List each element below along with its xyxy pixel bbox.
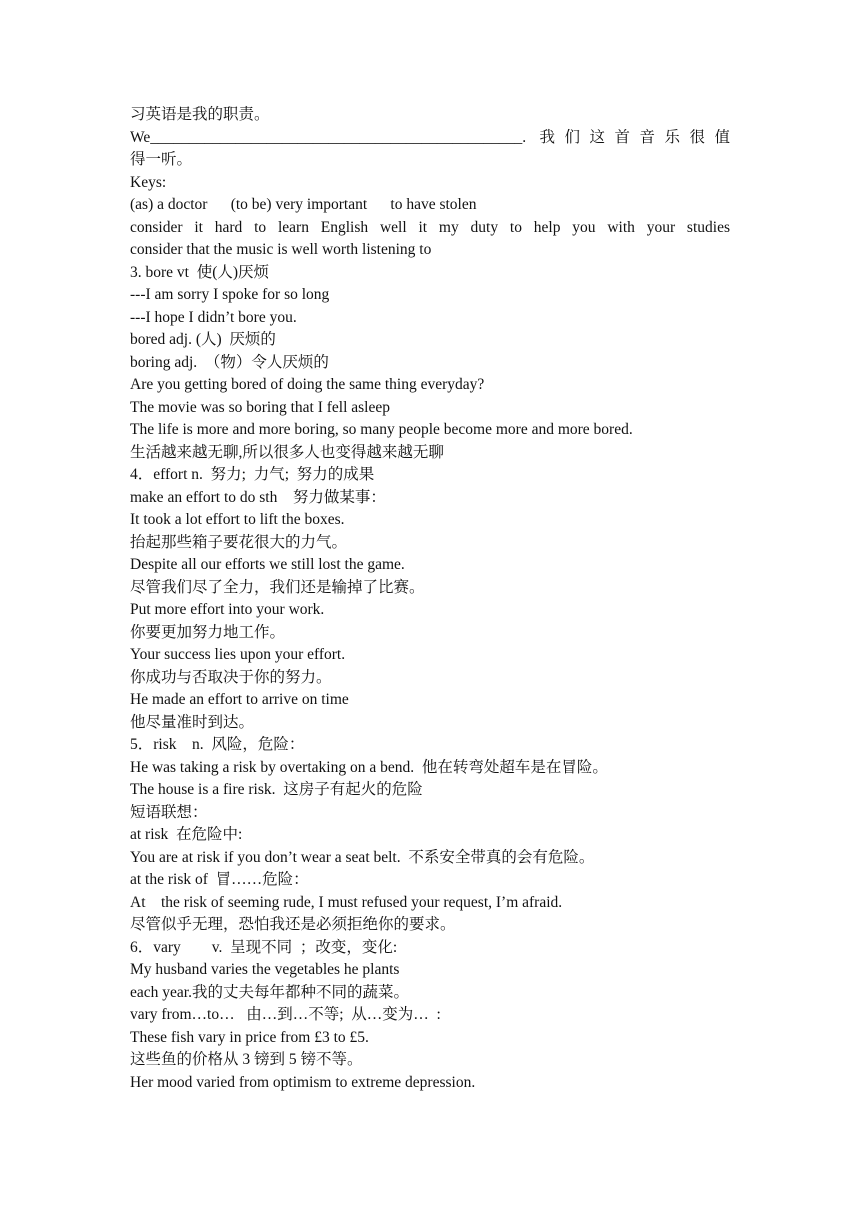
section-heading: 5．risk n. 风险，危险：: [130, 736, 305, 753]
text-line: 得一听。: [130, 151, 193, 168]
text-line: These fish vary in price from £3 to £5.: [130, 1028, 369, 1046]
text-line: 习英语是我的职责。: [130, 106, 270, 123]
text-line: 这些鱼的价格从 3 镑到 5 镑不等。: [130, 1051, 363, 1068]
text-line: at the risk of 冒……危险：: [130, 871, 309, 888]
text-line: boring adj. （物）令人厌烦的: [130, 353, 329, 371]
section-heading: 4．effort n. 努力; 力气; 努力的成果: [130, 466, 375, 483]
text-line: consider that the music is well worth listening to: [130, 241, 432, 258]
text-line: ---I am sorry I spoke for so long: [130, 286, 330, 303]
text-line: The movie was so boring that I fell asleep: [130, 398, 390, 416]
text-line: Put more effort into your work.: [130, 601, 325, 618]
text-line: 你要更加努力地工作。: [130, 623, 286, 641]
text-line: Are you getting bored of doing the same thing everyday?: [130, 376, 485, 393]
text-line: It took a lot effort to lift the boxes.: [130, 511, 345, 528]
text-line: Despite all our efforts we still lost the game.: [130, 556, 405, 573]
text-line: make an effort to do sth 努力做某事：: [130, 488, 386, 506]
section-heading: 3. bore vt 使(人)厌烦: [130, 263, 270, 281]
text-line: consider it hard to learn English well it my duty to help you with your studies: [130, 218, 730, 236]
text-line: at risk 在危险中:: [130, 826, 243, 843]
text-line: 你成功与否取决于你的努力。: [130, 668, 332, 686]
text-line: 抬起那些箱子要花很大的力气。: [130, 533, 348, 551]
text-line: ---I hope I didn’t bore you.: [130, 308, 297, 326]
text-line: bored adj. (人) 厌烦的: [130, 331, 276, 348]
text-line: 生活越来越无聊,所以很多人也变得越来越无聊: [130, 443, 444, 461]
text-line: We________________________________________________. 我们这首音乐很值: [130, 128, 730, 146]
text-line: each year.我的丈夫每年都种不同的蔬菜。: [130, 983, 409, 1001]
text-line: The house is a fire risk. 这房子有起火的危险: [130, 781, 423, 798]
text-line: He was taking a risk by overtaking on a bend. 他在转弯处超车是在冒险。: [130, 758, 608, 776]
keys-heading: Keys:: [130, 173, 167, 191]
text-line: At the risk of seeming rude, I must refused your request, I’m afraid.: [130, 893, 563, 911]
text-line: Her mood varied from optimism to extreme depression.: [130, 1073, 476, 1091]
document-body: [130, 104, 730, 1094]
text-line: (as) a doctor (to be) very important to have stolen: [130, 196, 477, 213]
text-line: He made an effort to arrive on time: [130, 691, 349, 708]
section-heading: 6．vary v. 呈现不同 ；改变，变化:: [130, 938, 398, 956]
text-line: Your success lies upon your effort.: [130, 646, 346, 663]
text-line: 短语联想：: [130, 803, 208, 821]
text-line: 尽管我们尽了全力，我们还是输掉了比赛。: [130, 578, 425, 596]
text-line: 他尽量准时到达。: [130, 713, 255, 731]
text-line: My husband varies the vegetables he plants: [130, 961, 400, 978]
text-line: You are at risk if you don’t wear a seat belt. 不系安全带真的会有危险。: [130, 848, 595, 866]
text-line: The life is more and more boring, so many people become more and more bored.: [130, 421, 633, 438]
text-line: 尽管似乎无理，恐怕我还是必须拒绝你的要求。: [130, 916, 456, 933]
text-line: vary from…to… 由…到…不等; 从…变为… :: [130, 1006, 441, 1023]
